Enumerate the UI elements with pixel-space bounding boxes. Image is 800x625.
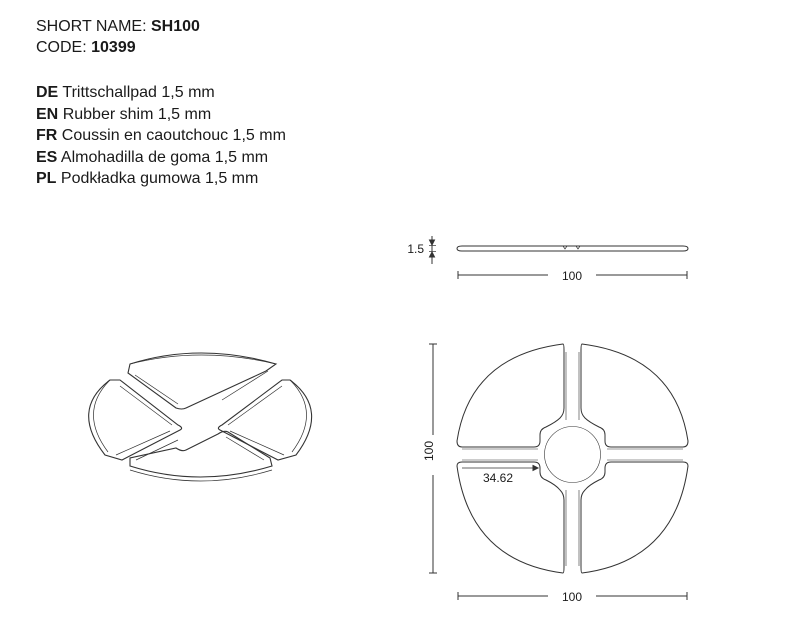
lang-text: Podkładka gumowa 1,5 mm (60, 170, 259, 187)
thickness-arrow-bottom (430, 252, 435, 257)
slot-length-label: 34.62 (482, 471, 514, 485)
side-width-label: 100 (561, 269, 583, 283)
side-view (407, 236, 688, 283)
isometric-view (89, 353, 312, 481)
iso-quadrant-left (89, 380, 182, 460)
iso-quadrant-bottom (130, 431, 272, 477)
top-width-label: 100 (561, 590, 583, 604)
thickness-arrow-top (430, 240, 435, 245)
top-quadrant-br (581, 462, 688, 573)
iso-quadrant-left-slot (116, 386, 172, 455)
top-slot-vertical-upper (566, 352, 579, 420)
lang-text: Rubber shim 1,5 mm (62, 105, 212, 123)
top-center-hub (545, 427, 601, 483)
code-value: 10399 (91, 39, 136, 56)
side-profile (457, 246, 688, 251)
iso-quadrant-right-edge (290, 380, 307, 452)
short-name-label: SHORT NAME: (36, 18, 147, 35)
short-name-value: SH100 (151, 18, 200, 35)
lang-text: Coussin en caoutchouc 1,5 mm (61, 127, 286, 144)
iso-quadrant-right (218, 380, 311, 460)
top-slot-horizontal-left (462, 449, 538, 460)
lang-code: EN (36, 105, 59, 123)
lang-text: Almohadilla de goma 1,5 mm (60, 148, 269, 166)
code-label: CODE: (36, 39, 87, 56)
lang-code: DE (36, 84, 59, 101)
iso-quadrant-bottom-slot (136, 437, 264, 460)
slot-dim-arrow-right (533, 466, 538, 471)
top-height-label: 100 (422, 440, 436, 462)
iso-quadrant-top-slot (135, 371, 268, 404)
thickness-label: 1.5 (407, 242, 424, 256)
lang-text: Trittschallpad 1,5 mm (62, 84, 215, 101)
iso-quadrant-top-edge (130, 355, 276, 364)
top-view (422, 344, 688, 604)
lang-code: PL (36, 170, 57, 187)
lang-code: FR (36, 127, 58, 144)
top-quadrant-tl (457, 344, 564, 447)
lang-code: ES (36, 148, 58, 166)
top-slot-vertical-lower (566, 490, 579, 566)
iso-quadrant-right-slot (228, 386, 284, 455)
top-quadrant-tr (581, 344, 688, 447)
top-slot-horizontal-right (607, 449, 683, 460)
